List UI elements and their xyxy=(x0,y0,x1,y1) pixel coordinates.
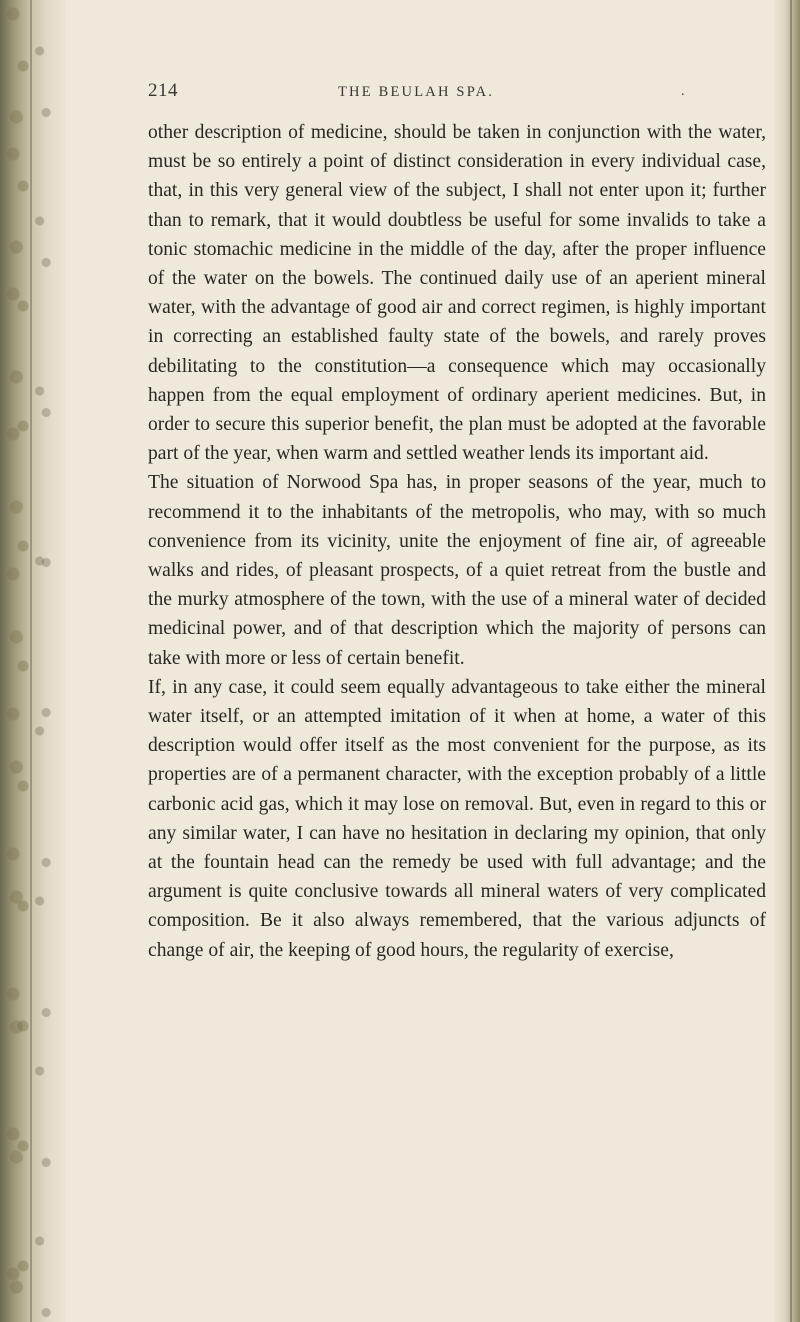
page-edge xyxy=(774,0,800,1322)
paragraph: other description of medicine, should be taken in conjunction with the water, must be so entirely a point of distinct consideration in every individual case, that, in this very general view of the subject, I shall not enter upon it; further than to remark, that it would doubtless be useful for some invalids to take a tonic stomachic medicine in the middle of the day, after the proper influence of the water on the bowels. The continued daily use of an aperient mineral water, with the advantage of good air and correct regimen, is highly important in correcting an established faulty state of the bowels, and rarely proves debilitating to the constitution—a consequence which may occasionally happen from the equal employment of ordinary aperient medicines. But, in order to secure this superior benefit, the plan must be adopted at the favorable part of the year, when warm and settled weather lends its important aid. xyxy=(148,122,766,465)
header-mark: . xyxy=(681,84,685,99)
paragraph: If, in any case, it could seem equally advantageous to take either the mineral water itself, or an attempted imitation of it when at home, a water of this description would offer itself as the most convenient for the purpose, as its properties are of a permanent character, with the exception probably of a little carbonic acid gas, which it may lose on removal. But, even in regard to this or any similar water, I can have no hesitation in declaring my opinion, that only at the fountain head can the remedy be used with full advantage; and the argument is quite conclusive towards all mineral waters of very complicated composition. Be it also always remembered, that the various adjuncts of change of air, the keeping of good hours, the regularity of exercise, xyxy=(148,676,766,961)
binding-crease xyxy=(30,0,32,1322)
binding-edge xyxy=(0,0,66,1322)
running-title: THE BEULAH SPA. xyxy=(338,84,495,100)
body-text xyxy=(148,118,766,965)
page-number: 214 xyxy=(148,80,178,101)
page-edge-line xyxy=(790,0,792,1322)
page-header xyxy=(148,80,748,110)
paragraph: The situation of Norwood Spa has, in proper seasons of the year, much to recommend it to the inhabitants of the metropolis, who may, with so much convenience from its vicinity, unite the enjoyment of fine air, of agreeable walks and rides, of pleasant prospects, of a quiet retreat from the bustle and the murky atmosphere of the town, with the use of a mineral water of decided medicinal power, and of that description which the majority of persons can take with more or less of certain benefit. xyxy=(148,472,766,669)
